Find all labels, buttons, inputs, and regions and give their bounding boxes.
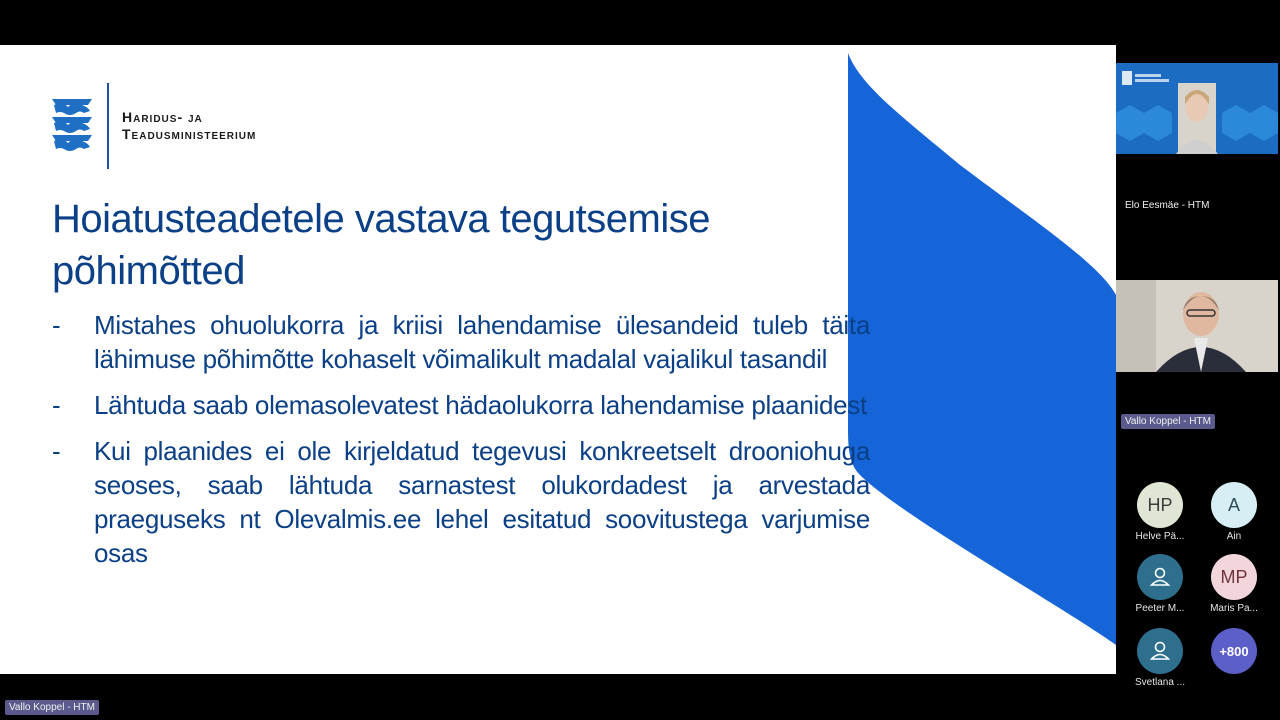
tile-name-elo: Elo Eesmäe - HTM <box>1125 200 1210 211</box>
bullet-dash: - <box>52 436 61 466</box>
bullet-item <box>52 434 870 570</box>
slide-title <box>52 193 812 297</box>
bullet-text: Mistahes ohuolukorra ja kriisi lahendamise ülesandeid tuleb täita lähimuse põhimõtte kohaselt võimalikult madalal vajalikul tasandil <box>94 310 870 374</box>
participant-ain[interactable] <box>1204 482 1264 542</box>
bullet-item <box>52 308 870 376</box>
shared-slide <box>0 45 1116 674</box>
participant-name: Maris Pa... <box>1210 603 1258 614</box>
bullet-text: Kui plaanides ei ole kirjeldatud tegevusi konkreetselt drooniohuga seoses, saab lähtuda sarnastest olukordadest ja arvestada praeguseks nt Olevalmis.ee lehel esitatud soovitustega varjumise osas <box>94 436 870 568</box>
bullet-dash: - <box>52 310 61 340</box>
slide-title-line-1: Hoiatusteadetele vastava tegutsemise <box>52 197 710 241</box>
participant-name: Ain <box>1226 531 1242 542</box>
participant-panel <box>1116 0 1280 720</box>
participant-name: Peeter M... <box>1135 603 1185 614</box>
bullet-dash: - <box>52 390 61 420</box>
video-feed <box>1116 63 1278 154</box>
logo-text <box>122 109 256 143</box>
logo-line-1: Haridus- ja <box>122 109 203 125</box>
video-tile-elo[interactable] <box>1116 63 1278 154</box>
participant-helve[interactable] <box>1130 482 1190 542</box>
person-icon <box>1148 565 1172 589</box>
participant-name: Helve Pä... <box>1135 531 1185 542</box>
logo-line-2: Teadusministeerium <box>122 126 257 142</box>
participant-svetlana[interactable] <box>1130 628 1190 688</box>
more-participants-button[interactable] <box>1204 628 1264 674</box>
bullet-list <box>52 308 870 582</box>
avatar: HP <box>1137 482 1183 528</box>
tile-name-vallo: Vallo Koppel - HTM <box>1121 414 1215 429</box>
bullet-text: Lähtuda saab olemasolevatest hädaolukorra lahendamise plaanidest <box>94 390 867 420</box>
avatar <box>1137 628 1183 674</box>
slide-title-line-2: põhimõtted <box>52 249 245 293</box>
logo-divider <box>107 83 109 169</box>
participant-name: Svetlana ... <box>1134 677 1186 688</box>
bullet-item <box>52 388 870 422</box>
participant-peeter[interactable] <box>1130 554 1190 614</box>
video-tile-vallo[interactable] <box>1116 280 1278 372</box>
ministry-logo <box>50 93 310 183</box>
avatar <box>1137 554 1183 600</box>
more-count: +800 <box>1211 628 1257 674</box>
participant-maris[interactable] <box>1204 554 1264 614</box>
avatar: MP <box>1211 554 1257 600</box>
person-icon <box>1148 639 1172 663</box>
avatar: A <box>1211 482 1257 528</box>
presenter-label: Vallo Koppel - HTM <box>5 700 99 715</box>
coat-of-arms-icon <box>50 95 96 157</box>
video-feed <box>1116 280 1278 372</box>
